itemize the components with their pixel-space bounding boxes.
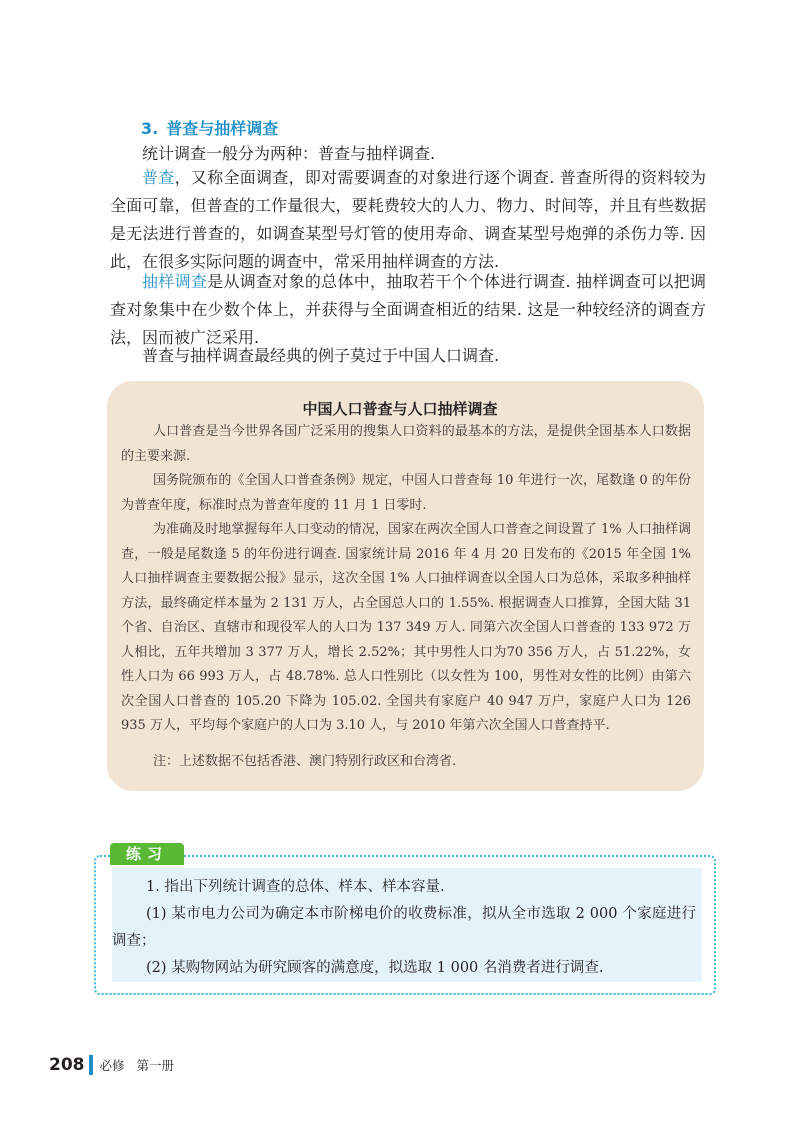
reading-box-note: 注：上述数据不包括香港、澳门特别行政区和台湾省. [153,754,457,769]
reading-box-paragraph-2: 国务院颁布的《全国人口普查条例》规定，中国人口普查每 10 年进行一次，尾数逢 0 的年份为普查年度，标准时点为普查年度的 11 月 1 日零时. [121,473,691,513]
exercise-question-1-part-1: (1) 某市电力公司为确定本市阶梯电价的收费标准，拟从全市选取 2 000 个家庭进行调查； [112,906,696,949]
section-heading [141,116,278,139]
body-paragraph-2-text: ，又称全面调查，即对需要调查的对象进行逐个调查. 普查所得的资料较为全面可靠，但普查的工作量很大，要耗费较大的人力、物力、时间等，并且有些数据是无法进行普查的，如调查某型号灯管的使用寿命、调查某型号炮弹的杀伤力等. 因此，在很多实际问题的调查中，常采用抽样调查的方法. [110,168,706,271]
term-census: 普查 [142,168,175,187]
footer-divider [89,1055,93,1075]
reading-box-paragraph-1: 人口普查是当今世界各国广泛采用的搜集人口资料的最基本的方法，是提供全国基本人口数据的主要来源. [121,424,691,464]
body-paragraph-3 [110,268,706,352]
exercise-question-1-part-2: (2) 某购物网站为研究顾客的满意度，拟选取 1 000 名消费者进行调查. [146,960,604,976]
exercise-question-1: 1. 指出下列统计调查的总体、样本、样本容量. [146,879,445,895]
exercise-tab: 练习 [110,843,184,865]
term-sampling-survey: 抽样调查 [142,272,208,291]
body-paragraph-4: 普查与抽样调查最经典的例子莫过于中国人口调查. [142,346,500,365]
book-title: 必修 第一册 [99,1058,174,1073]
body-paragraph-1: 统计调查一般分为两种：普查与抽样调查. [142,144,436,163]
page-number: 208 [49,1055,85,1075]
section-number: 3. [141,119,159,138]
page-footer [49,1053,174,1077]
section-title: 普查与抽样调查 [166,119,279,138]
body-paragraph-2 [110,164,706,276]
reading-box-title: 中国人口普查与人口抽样调查 [302,400,498,418]
body-paragraph-3-text: 是从调查对象的总体中，抽取若干个个体进行调查. 抽样调查可以把调查对象集中在少数个体上，并获得与全面调查相近的结果. 这是一种较经济的调查方法，因而被广泛采用. [110,272,706,347]
reading-box-paragraph-3: 为准确及时地掌握每年人口变动的情况，国家在两次全国人口普查之间设置了 1% 人口抽样调查，一般是尾数逢 5 的年份进行调查. 国家统计局 2016 年 4 月 20 日发布的《2015 年全国 1% 人口抽样调查主要数据公报》显示，这次全国 1% 人口抽样调查以全国人口为总体，采取多种抽样方法，最终确定样本量为 2 131 万人，占全国总人口的 1.55%. 根据调查人口推算，全国大陆 31 个省、自治区、直辖市和现役军人的人口为 137 349 万人. 同第六次全国人口普查的 133 972 万人相比，五年共增加 3 377 万人，增长 2.52%；其中男性人口为70 356 万人，占 51.22%，女性人口为 66 993 万人，占 48.78%. 总人口性别比（以女性为 100，男性对女性的比例）由第六次全国人口普查的 105.20 下降为 105.02. 全国共有家庭户 40 947 万户，家庭户人口为 126 935 万人，平均每个家庭户的人口为 3.10 人，与 2010 年第六次全国人口普查持平. [121,522,691,733]
